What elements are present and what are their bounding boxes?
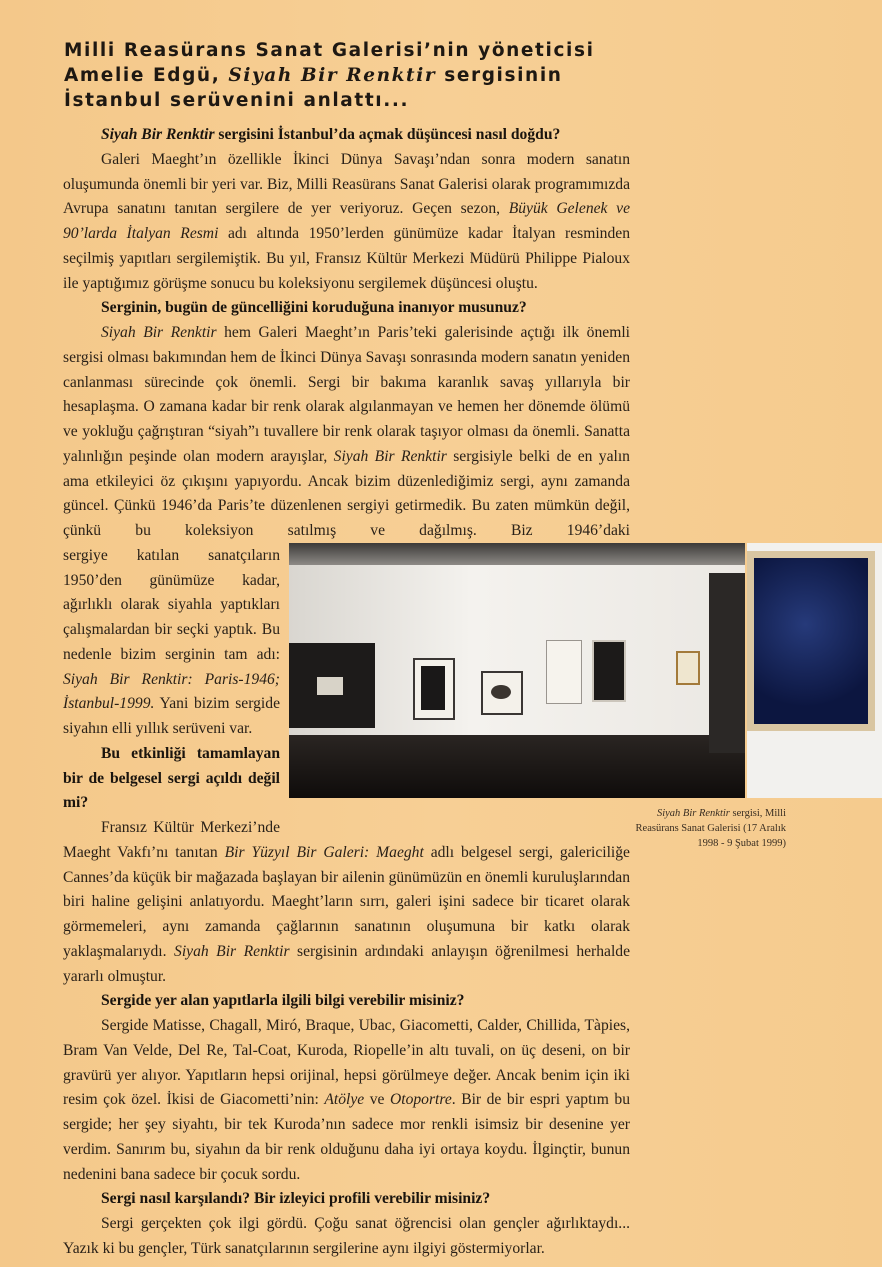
italic-title-text: Siyah Bir Renktir [228,65,437,86]
text-segment: Sergide yer alan yapıtlarla ilgili bilgi verebilir misiniz? [101,992,465,1010]
doorway [709,573,745,753]
interview-question [63,123,630,148]
text-segment: adı altında 1950’lerden günümüze kadar İtalyan resminden seçilmiş yapıtları sergilemiştik. Bu yıl, Fransız Kültür Merkezi Müdürü Philippe Pialoux ile yaptığımız görüşme sonucu bu koleksiyonu sergilemek düşüncesi oluştu. [63,225,630,292]
interview-answer [63,321,630,544]
italic-title-text: Büyük Gelenek ve 90’larda İtalyan Resmi [63,200,630,242]
photo-caption [620,806,786,851]
text-segment: Fransız Kültür Merkezi’nde Maeght Vakfı’nı tanıtan [63,819,280,861]
italic-title-text: Siyah Bir Renktir [101,324,217,341]
text-segment: sergisinin ardındaki anlayışın öğrenilmesi herhalde yararlı olmuştur. [63,942,630,985]
text-segment: sergisini İstanbul’da açmak düşüncesi nasıl doğdu? [214,126,561,143]
italic-title-text: Bir Yüzyıl Bir Galeri: Maeght [224,843,424,861]
ceiling [289,543,745,565]
text-segment: Milli Reasürans Sanat Galerisi’nin yöneticisi Amelie Edgü, [64,40,595,86]
text-segment: Sergi nasıl karşılandı? Bir izleyici profili verebilir misiniz? [101,1190,491,1208]
painting [413,658,455,720]
painting [546,640,582,704]
interview-answer [63,1014,630,1187]
painting [676,651,700,685]
text-segment: ve [364,1091,390,1109]
italic-title-text: Siyah Bir Renktir [101,126,215,143]
text-segment: adlı belgesel sergi, galericiliğe Cannes’da küçük bir mağazada başlayan bir ailenin günümüzün en önemli kuruluşlarından biri haline gelişini anlatıyordu. Maeght’ların sırrı, galeri işini sadece bir ticaret olarak görmemeleri, aynı zamanda çağlarının sanatının oluşumuna bir katkı olarak yaklaşmalarıydı. [63,843,630,960]
painting [289,643,375,728]
painting [592,640,626,702]
italic-title-text: Siyah Bir Renktir [174,942,290,960]
article-title [64,38,634,113]
italic-title-text: Siyah Bir Renktir [333,447,447,465]
painting [481,671,523,715]
italic-title-text: Otoportre [389,1091,452,1109]
text-segment: Sergide Matisse, Chagall, Miró, Braque, Ubac, Giacometti, Calder, Chillida, Tàpies, Bram Van Velde, Del Re, Tal-Coat, Kuroda, Riopelle’in altı tuvali, on üç deseni, on bir gravürü yer alıyor. Yapıtların hepsi orijinal, hepsi görülmeye değer. Ancak benim için iki resim çok özel. İkisi de Giacometti’nin: [63,1017,630,1109]
painting-photo [747,543,882,798]
interview-question [63,989,630,1014]
interview-question [63,296,630,321]
interview-question [63,1187,630,1212]
text-segment: sergisiyle belki de en yalın ama etkileyici öz çıkışını yapıyordu. Ancak bizim düzenlediğimiz sergi, aynı zamanda güncel. Çünkü 1946’da Paris’te düzenlenen sergiyi getirmedik. Bu zaten mümkün değil, çünkü bu koleksiyon satılmış ve dağılmış. Biz 1946’daki [63,447,630,539]
text-segment: sergisinin İstanbul serüvenini anlattı... [64,65,563,111]
text-segment: sergiye katılan sanatçıların 1950’den günümüze kadar, ağırlıklı olarak siyahla yaptıkları çalışmalardan bir seçki yaptık. Bu nedenle bizim serginin tam adı: [63,546,280,663]
text-segment: sergisi, Milli Reasürans Sanat Galerisi (17 Aralık 1998 - 9 Şubat 1999) [635,808,786,849]
text-segment: . Bir de bir espri yaptım bu sergide; her şey siyahtı, bir tek Kuroda’nın sadece mor renkli isimsiz bir desenine yer verdim. Sanırım bu, siyahın da bir renk olduğunu daha iyi ortaya koydu. İlginçtir, bunun nedenini bana sadece bir çocuk sordu. [63,1091,630,1183]
interview-answer [63,148,630,297]
gallery-photo [289,543,745,798]
text-segment: Yani bizim sergide siyahın elli yıllık serüveni var. [63,695,280,737]
text-segment: Sergi gerçekten çok ilgi gördü. Çoğu sanat öğrencisi olan gençler ağırlıktaydı... Yazık ki bu gençler, Türk sanatçılarının sergilerine aynı ilgiyi göstermiyorlar. [63,1215,630,1257]
gallery-floor [289,735,745,798]
italic-title-text: Siyah Bir Renktir [656,808,730,819]
interview-answer [63,1212,630,1262]
text-segment: Galeri Maeght’ın özellikle İkinci Dünya Savaşı’ndan sonra modern sanatın oluşumunda önemli bir yeri var. Biz, Milli Reasürans Sanat Galerisi olarak programımızda Avrupa sanatını tanıtan sergilere de yer veriyoruz. Geçen sezon, [63,150,630,218]
text-segment: hem Galeri Maeght’ın Paris’teki galerisinde açtığı ilk önemli sergisi olması bakımından hem de İkinci Dünya Savaşı sonrasında modern sanatın yeniden canlanması sürecinde çok önemli. Sergi bir bakıma karanlık savaş yıllarıyla bir hesaplaşma. O zamana kadar bir renk olarak algılanmayan ve hemen her dönemde ölümü ve yokluğu çağrıştıran “siyah”ı tuvallere bir renk olarak taşıyor olması da önemli. Sanatta yalınlığın peşinde olan modern arayışlar, [63,324,630,465]
italic-title-text: Atölye [324,1091,365,1109]
text-segment: Serginin, bugün de güncelliğini koruduğuna inanıyor musunuz? [101,299,527,317]
text-segment: Bu etkinliği tamamlayan bir de belgesel sergi açıldı değil mi? [63,744,280,812]
interview-answer [63,816,630,989]
italic-title-text: Siyah Bir Renktir: Paris-1946; İstanbul-1999. [63,670,280,713]
blue-painting [754,558,868,724]
